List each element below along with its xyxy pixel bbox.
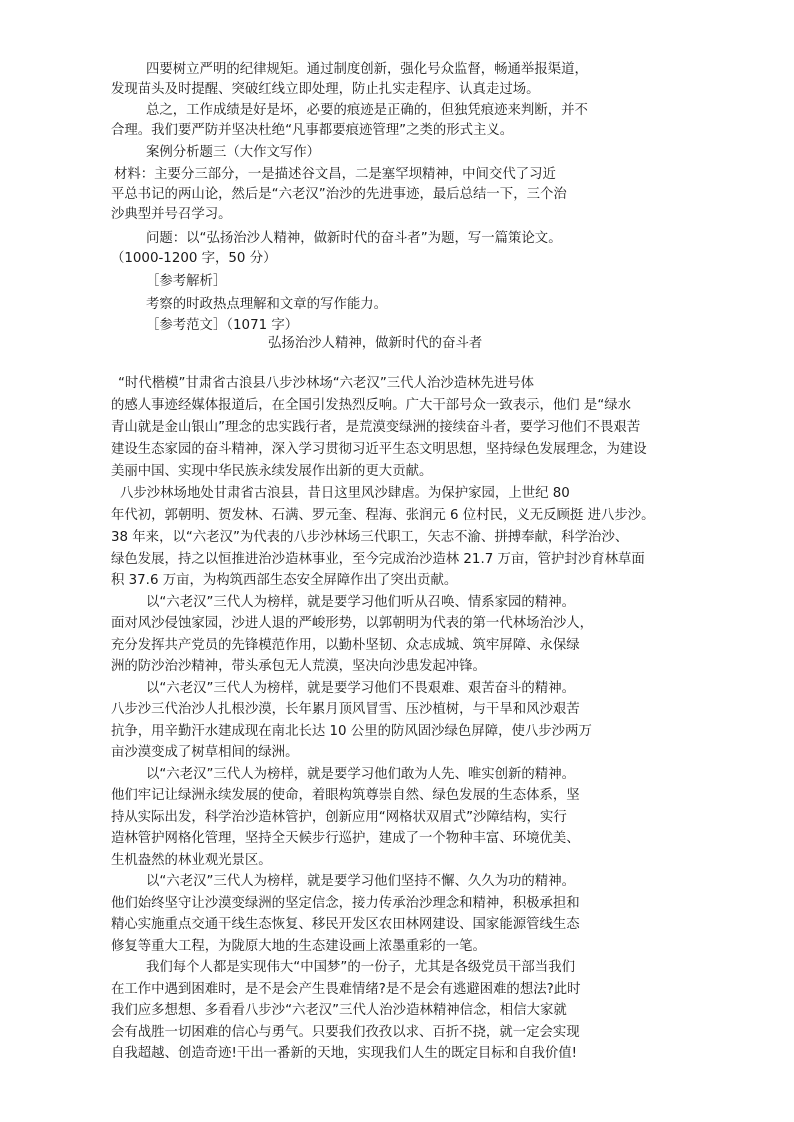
- text-line: 积 37.6 万亩，为构筑西部生态安全屏障作出了突出贡献。: [111, 573, 458, 588]
- text-line: 生机盎然的林业观光景区。: [111, 853, 272, 868]
- text-line: 他们牢记让绿洲永续发展的使命，着眼构筑尊崇自然、绿色发展的生态体系，坚: [111, 788, 580, 803]
- text-line: 在工作中遇到困难时，是不是会产生畏难情绪?是不是会有逃避困难的想法?此时: [111, 982, 581, 997]
- section-heading: 案例分析题三（大作文写作）: [146, 145, 321, 160]
- essay-title: 弘扬治沙人精神，做新时代的奋斗者: [268, 336, 483, 351]
- reference-analysis-label: ［参考解析］: [146, 274, 227, 289]
- text-line: 以“六老汉”三代人为榜样，就是要学习他们不畏艰难、艰苦奋斗的精神。: [146, 681, 575, 696]
- text-line: 以“六老汉”三代人为榜样，就是要学习他们坚持不懈、久久为功的精神。: [146, 874, 575, 889]
- text-line: 总之，工作成绩是好是坏，必要的痕迹是正确的，但独凭痕迹来判断，并不: [146, 103, 588, 118]
- text-line: 绿色发展，持之以恒推进治沙造林事业，至今完成治沙造林 21.7 万亩，管护封沙育林草面: [111, 552, 645, 567]
- text-line: 38 年来，以“六老汉”为代表的八步沙林场三代职工，矢志不渝、拼搏奉献，科学治沙、: [111, 530, 629, 545]
- text-line: 抗争，用辛勤汗水建成现在南北长达 10 公里的防风固沙绿色屏障，使八步沙两万: [111, 724, 592, 739]
- text-line: 修复等重大工程，为陇原大地的生态建设画上浓墨重彩的一笔。: [111, 939, 486, 954]
- text-line: 年代初，郭朝明、贺发林、石满、罗元奎、程海、张润元 6 位村民，义无反顾挺 进八步沙。: [111, 508, 655, 523]
- text-line: 建设生态家园的奋斗精神，深入学习贯彻习近平生态文明思想，坚持绿色发展理念，为建设: [111, 442, 647, 457]
- text-line: 沙典型并号召学习。: [111, 207, 232, 222]
- text-line: 自我超越、创造奇迹!干出一番新的天地，实现我们人生的既定目标和自我价值!: [111, 1046, 578, 1061]
- text-line: 我们每个人都是实现伟大“中国梦”的一份子，尤其是各级党员干部当我们: [146, 960, 575, 975]
- text-line: 洲的防沙治沙精神，带头承包无人荒漠，坚决向沙患发起冲锋。: [111, 659, 486, 674]
- text-line: 美丽中国、实现中华民族永续发展作出新的更大贡献。: [111, 464, 433, 479]
- text-line: “时代楷模”甘肃省古浪县八步沙林场“六老汉”三代人治沙造林先进号体: [118, 376, 535, 391]
- text-line: 会有战胜一切困难的信心与勇气。只要我们孜孜以求、百折不挠，就一定会实现: [111, 1025, 580, 1040]
- text-line: 造林管护网格化管理，坚持全天候步行巡护，建成了一个物种丰富、环境优美、: [111, 831, 580, 846]
- text-line: 面对风沙侵蚀家园，沙进人退的严峻形势，以郭朝明为代表的第一代林场治沙人，: [111, 616, 594, 631]
- text-line: 以“六老汉”三代人为榜样，就是要学习他们听从召唤、情系家园的精神。: [146, 595, 575, 610]
- text-line: 精心实施重点交通干线生态恢复、移民开发区农田林网建设、国家能源管线生态: [111, 917, 580, 932]
- text-line: 考察的时政热点理解和文章的写作能力。: [146, 297, 388, 312]
- text-line: （1000-1200 字，50 分）: [111, 251, 277, 266]
- text-line: 的感人事迹经媒体报道后，在全国引发热烈反响。广大干部号众一致表示，他们 是“绿水: [111, 398, 632, 413]
- question-line: 问题：以“弘扬治沙人精神，做新时代的奋斗者”为题，写一篇策论文。: [146, 231, 562, 246]
- text-line: 我们应多想想、多看看八步沙“六老汉”三代人治沙造林精神信念，相信大家就: [111, 1003, 567, 1018]
- text-line: 以“六老汉”三代人为榜样，就是要学习他们敢为人先、唯实创新的精神。: [146, 767, 575, 782]
- text-line: 充分发挥共产党员的先锋模范作用，以勤朴坚韧、众志成城、筑牢屏障、永保绿: [111, 638, 580, 653]
- text-line: 合理。我们要严防并坚决杜绝“凡事都要痕迹管理”之类的形式主义。: [111, 123, 514, 138]
- text-line: 持从实际出发，科学治沙造林管护，创新应用“网格状双眉式”沙障结构，实行: [111, 810, 567, 825]
- text-line: 青山就是金山银山”理念的忠实践行者，是荒漠变绿洲的接续奋斗者，要学习他们不畏艰苦: [111, 420, 641, 435]
- text-line: 亩沙漠变成了树草相间的绿洲。: [111, 745, 299, 760]
- text-line: 八步沙林场地处甘肃省古浪县，昔日这里风沙肆虐。为保护家园，上世纪 80: [120, 486, 570, 501]
- text-line: 四要树立严明的纪律规矩。通过制度创新，强化号众监督，畅通举报渠道，: [146, 62, 588, 77]
- text-line: 八步沙三代治沙人扎根沙漠，长年累月顶风冒雪、压沙植树，与干旱和风沙艰苦: [111, 702, 580, 717]
- text-line: 平总书记的两山论，然后是“六老汉”治沙的先进事迹，最后总结一下，三个治: [111, 187, 567, 202]
- text-line: 材料：主要分三部分，一是描述谷文昌，二是塞罕坝精神，中间交代了习近: [114, 167, 556, 182]
- text-line: 他们始终坚守让沙漠变绿洲的坚定信念，接力传承治沙理念和精神，积极承担和: [111, 896, 580, 911]
- text-line: 发现苗头及时提醒、突破红线立即处理，防止扎实走程序、认真走过场。: [111, 82, 540, 97]
- reference-essay-label: ［参考范文］（1071 字）: [146, 318, 299, 333]
